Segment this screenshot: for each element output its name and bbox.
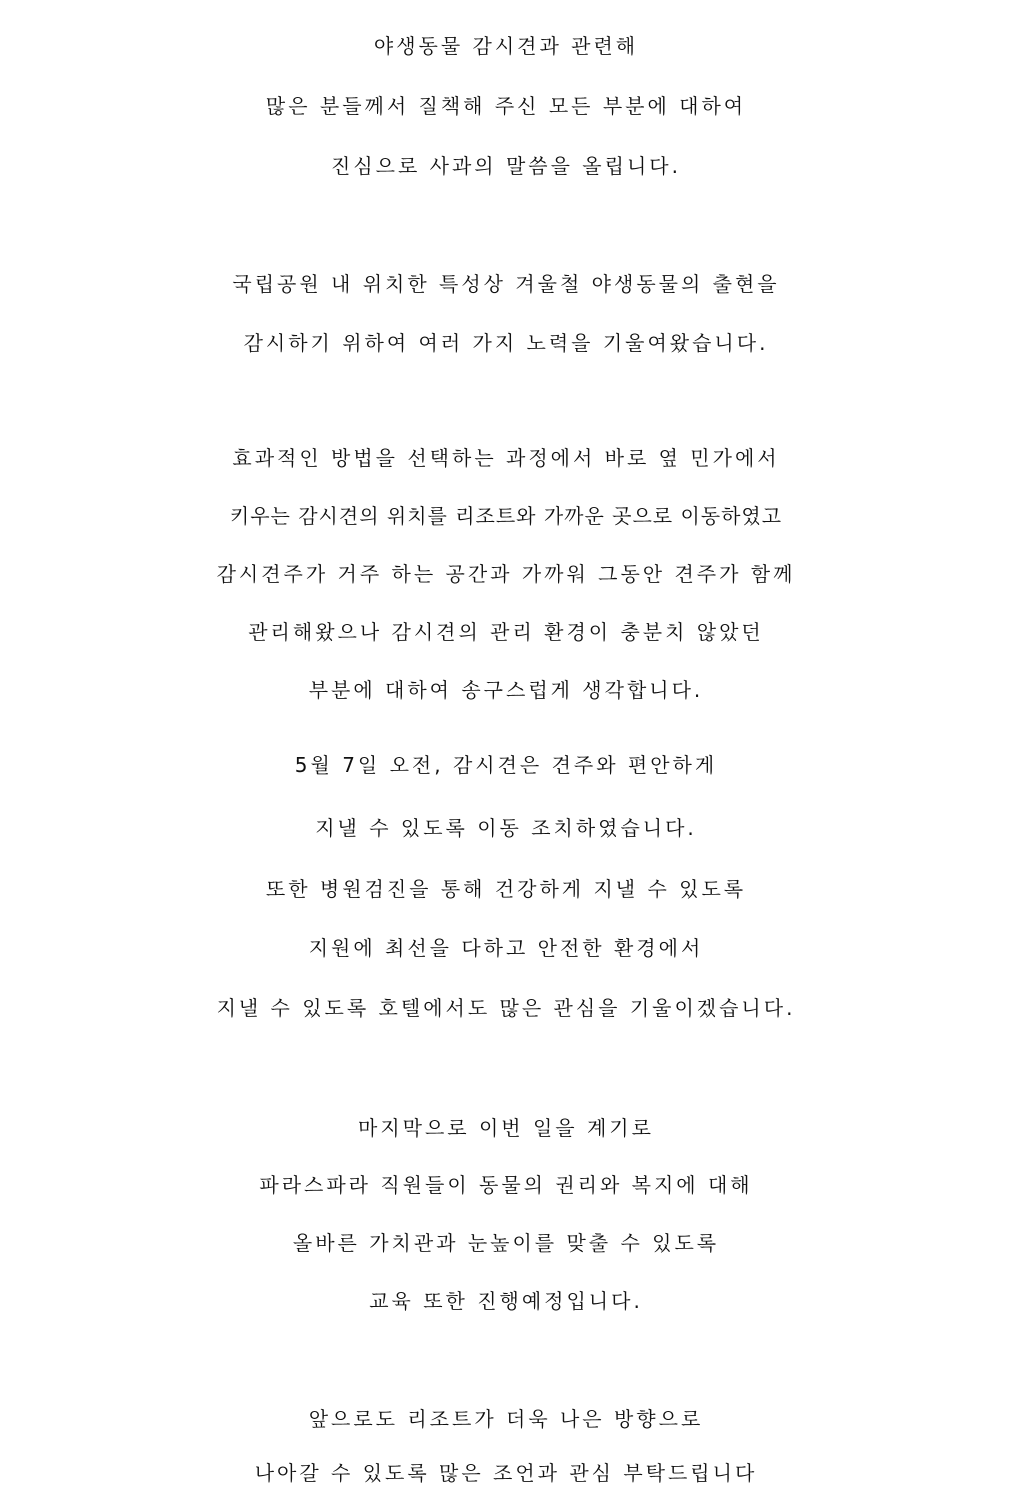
letter-line: 부분에 대하여 송구스럽게 생각합니다. xyxy=(308,678,704,702)
letter-line: 야생동물 감시견과 관련해 xyxy=(373,34,639,58)
letter-line: 효과적인 방법을 선택하는 과정에서 바로 옆 민가에서 xyxy=(232,446,780,470)
letter-line: 나아갈 수 있도록 많은 조언과 관심 부탁드립니다 xyxy=(254,1461,758,1485)
letter-line: 감시견주가 거주 하는 공간과 가까워 그동안 견주가 함께 xyxy=(216,562,796,586)
letter-line: 지낼 수 있도록 호텔에서도 많은 관심을 기울이겠습니다. xyxy=(216,996,796,1020)
letter-line: 파라스파라 직원들이 동물의 권리와 복지에 대해 xyxy=(259,1173,753,1197)
letter-line: 앞으로도 리조트가 더욱 나은 방향으로 xyxy=(308,1407,704,1431)
letter-line: 마지막으로 이번 일을 계기로 xyxy=(358,1116,654,1140)
letter-line: 진심으로 사과의 말씀을 올립니다. xyxy=(331,154,681,178)
letter-line: 많은 분들께서 질책해 주신 모든 부분에 대하여 xyxy=(265,94,747,118)
letter-line: 또한 병원검진을 통해 건강하게 지낼 수 있도록 xyxy=(265,877,747,901)
letter-line: 올바른 가치관과 눈높이를 맞출 수 있도록 xyxy=(292,1231,720,1255)
letter-line: 지낼 수 있도록 이동 조치하였습니다. xyxy=(315,816,697,840)
letter-line: 관리해왔으나 감시견의 관리 환경이 충분치 않았던 xyxy=(248,620,764,644)
letter-line: 키우는 감시견의 위치를 리조트와 가까운 곳으로 이동하였고 xyxy=(229,504,783,528)
letter-line: 지원에 최선을 다하고 안전한 환경에서 xyxy=(308,936,704,960)
letter-line: 국립공원 내 위치한 특성상 겨울철 야생동물의 출현을 xyxy=(232,272,780,296)
letter-line: 감시하기 위하여 여러 가지 노력을 기울여왔습니다. xyxy=(243,331,769,355)
letter-line: 5월 7일 오전, 감시견은 견주와 편안하게 xyxy=(294,753,718,777)
letter-line: 교육 또한 진행예정입니다. xyxy=(369,1289,643,1313)
